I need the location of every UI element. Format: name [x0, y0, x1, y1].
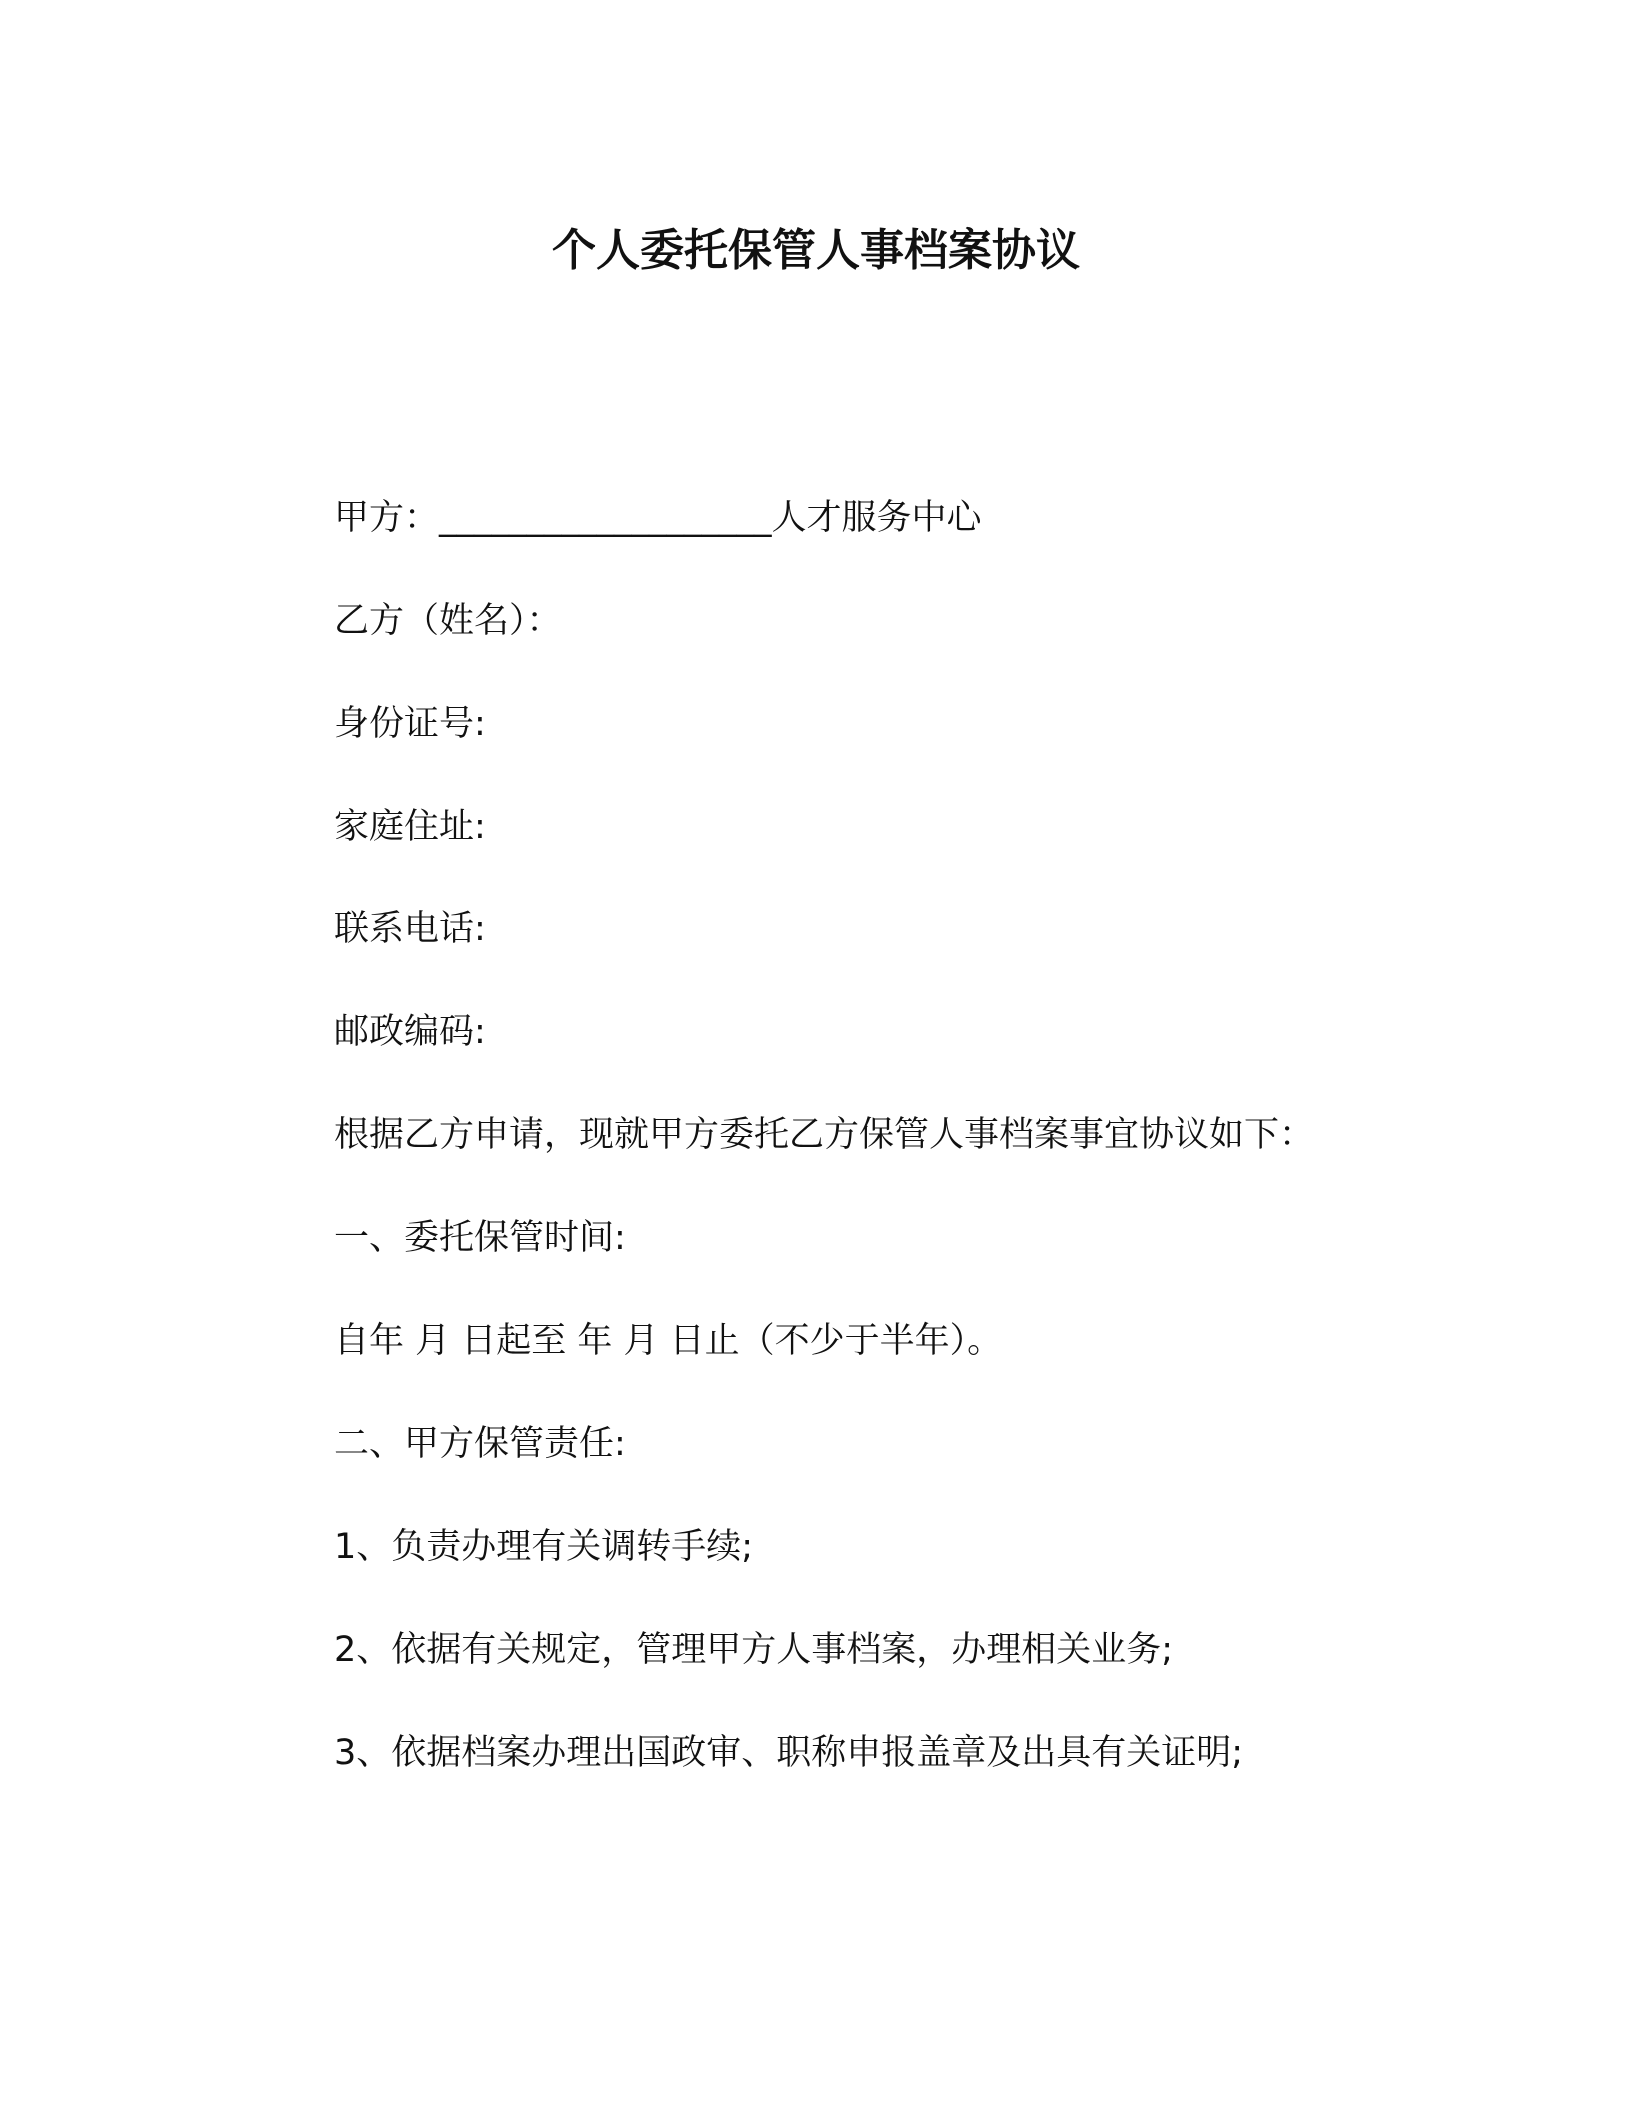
id-number-line: 身份证号:	[334, 704, 486, 744]
party-b-name-line: 乙方（姓名）：	[334, 601, 562, 641]
section-two-heading: 二、甲方保管责任:	[334, 1424, 626, 1464]
home-address-line: 家庭住址:	[334, 807, 486, 847]
postal-code-line: 邮政编码:	[334, 1012, 486, 1052]
responsibility-item-1: 1、负责办理有关调转手续;	[334, 1527, 754, 1567]
document-title: 个人委托保管人事档案协议	[552, 225, 1080, 276]
custody-period-line: 自年 月 日起至 年 月 日止（不少于半年）。	[334, 1321, 1003, 1361]
section-one-heading: 一、委托保管时间:	[334, 1218, 626, 1258]
agreement-intro-line: 根据乙方申请，现就甲方委托乙方保管人事档案事宜协议如下：	[334, 1115, 1315, 1155]
responsibility-item-2: 2、依据有关规定，管理甲方人事档案，办理相关业务;	[334, 1630, 1174, 1670]
party-a-line: 甲方：___________________人才服务中心	[334, 498, 982, 538]
phone-line: 联系电话:	[334, 909, 486, 949]
responsibility-item-3: 3、依据档案办理出国政审、职称申报盖章及出具有关证明;	[334, 1733, 1244, 1773]
